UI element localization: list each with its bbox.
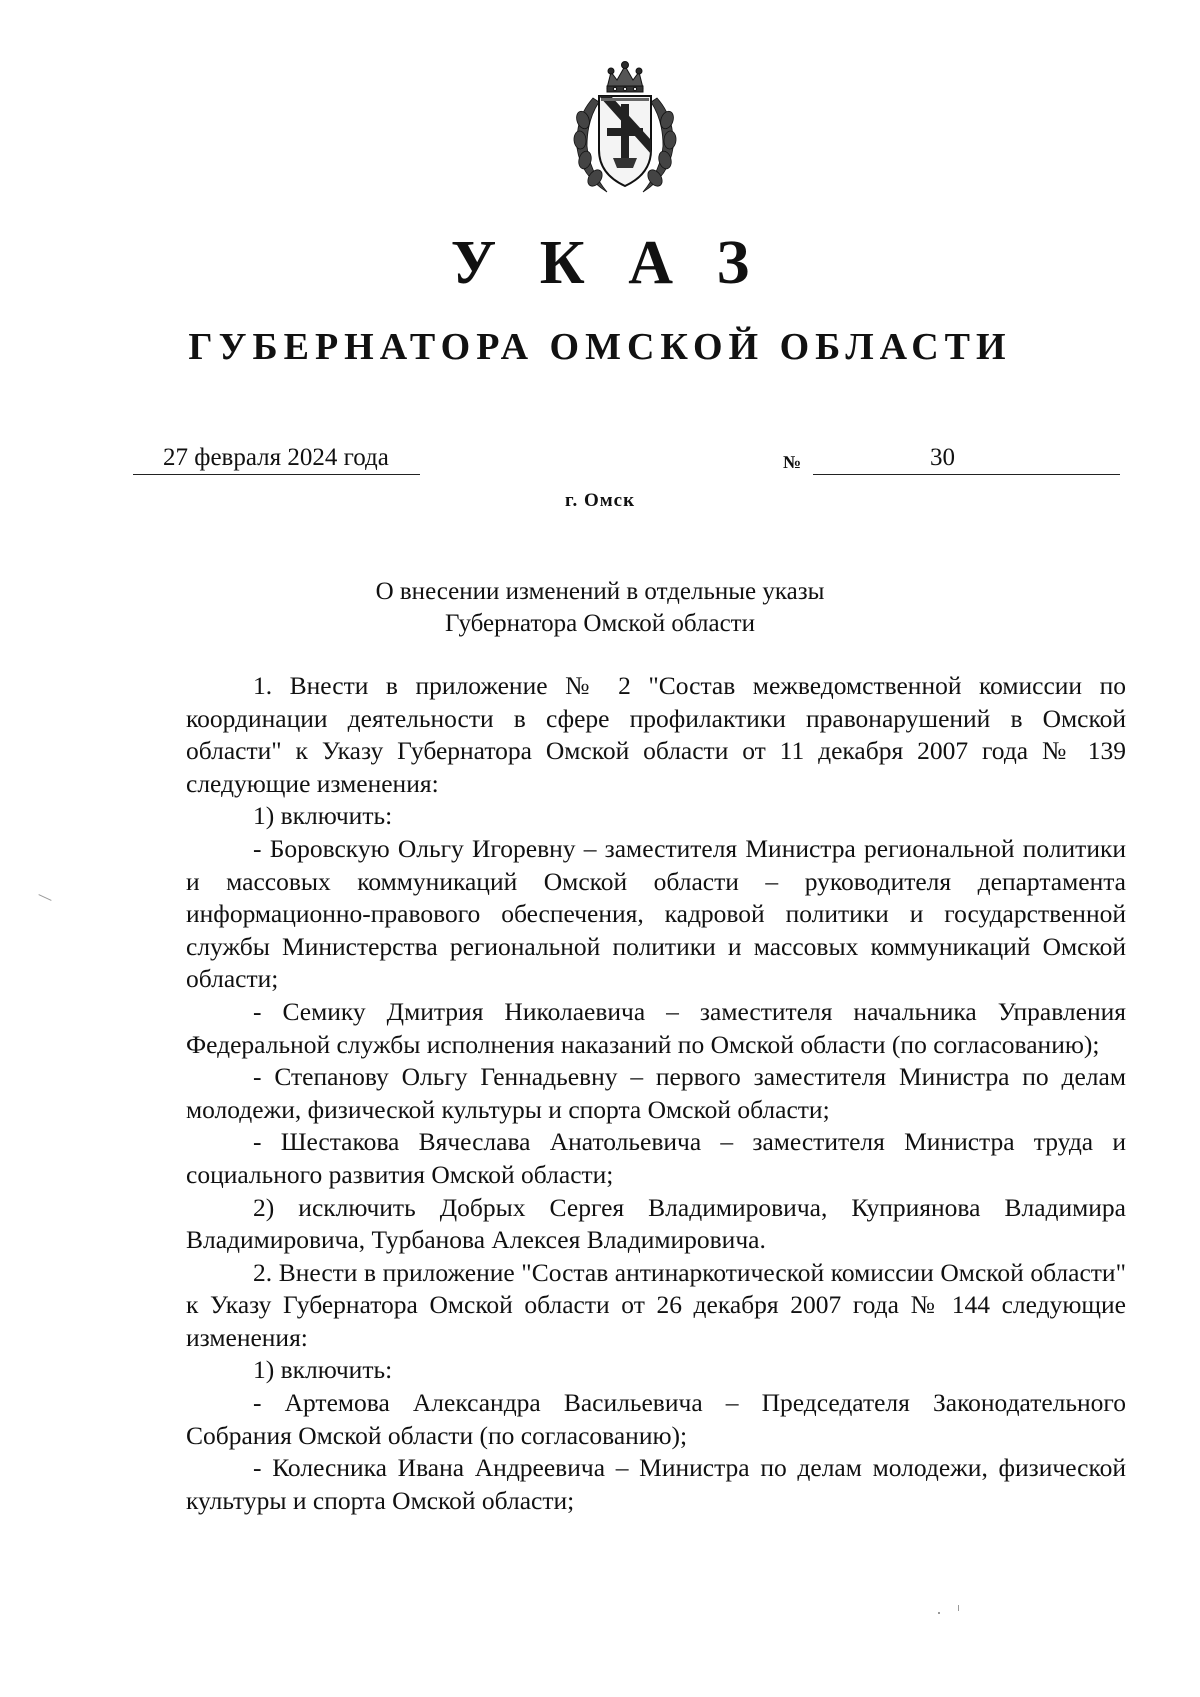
document-body — [186, 670, 1126, 1517]
scan-speck — [38, 894, 51, 901]
date-field — [133, 440, 420, 475]
paragraph: 1) включить: — [253, 801, 393, 831]
document-number: 30 — [930, 444, 955, 471]
number-field — [813, 440, 1120, 475]
paragraph: - Семику Дмитрия Николаевича – заместителя начальника Управления Федеральной службы исполнения наказаний по Омской области (по согласованию); — [186, 996, 1126, 1059]
omsk-coat-of-arms-icon — [567, 58, 683, 198]
document-title: У К А З — [450, 229, 764, 297]
document-city: г. Омск — [564, 490, 636, 511]
scan-speck — [958, 1605, 959, 1611]
document-issuer: ГУБЕРНАТОРА ОМСКОЙ ОБЛАСТИ — [188, 326, 1012, 368]
paragraph: - Колесника Ивана Андреевича – Министра по делам молодежи, физической культуры и спорта Омской области; — [186, 1453, 1126, 1515]
paragraph: - Степанову Ольгу Геннадьевну – первого заместителя Министра по делам молодежи, физической культуры и спорта Омской области; — [186, 1062, 1126, 1124]
heading-line-2: Губернатора Омской области — [445, 610, 755, 637]
heading-line-1: О внесении изменений в отдельные указы — [375, 578, 825, 605]
paragraph: - Боровскую Ольгу Игоревну – заместителя Министра региональной политики и массовых коммуникаций Омской области – руководителя департамента информационно-правового обеспечения, кадровой политики и государственной службы Министерства региональной политики и массовых коммуникаций Омской области; — [186, 833, 1126, 994]
paragraph: 2. Внести в приложение "Состав антинаркотической комиссии Омской области" к Указу Губернатора Омской области от 26 декабря 2007 года № 144 следующие изменения: — [186, 1257, 1126, 1352]
paragraph: 1) включить: — [253, 1355, 393, 1385]
paragraph: 1. Внести в приложение № 2 "Состав межведомственной комиссии по координации деятельности в сфере профилактики правонарушений в Омской области" к Указу Губернатора Омской области от 11 декабря 2007 года № 139 следующие изменения: — [186, 671, 1126, 798]
scan-speck — [938, 1612, 940, 1614]
document-heading — [0, 576, 1200, 640]
paragraph: - Шестакова Вячеслава Анатольевича – заместителя Министра труда и социального развития Омской области; — [186, 1127, 1126, 1189]
number-sign: № — [783, 452, 802, 472]
document-date: 27 февраля 2024 года — [163, 444, 389, 471]
paragraph: 2) исключить Добрых Сергея Владимировича, Куприянова Владимира Владимировича, Турбанова Алексея Владимировича. — [186, 1192, 1126, 1255]
paragraph: - Артемова Александра Васильевича – Председателя Законодательного Собрания Омской области (по согласованию); — [186, 1388, 1126, 1450]
